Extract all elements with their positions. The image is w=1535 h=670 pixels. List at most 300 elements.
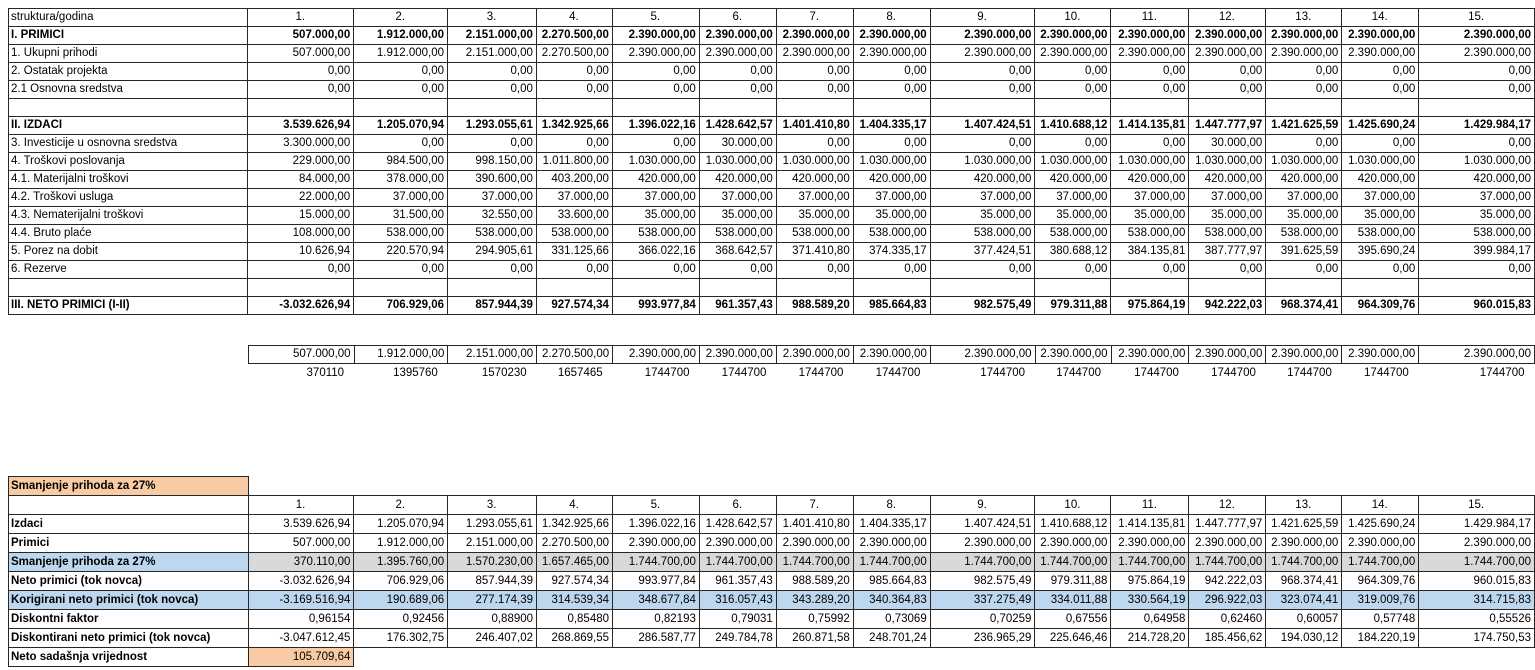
cell[interactable]: 229.000,00	[248, 153, 354, 171]
cell[interactable]: 420.000,00	[1111, 171, 1189, 189]
cell[interactable]: 538.000,00	[930, 225, 1035, 243]
cell[interactable]: 0,00	[699, 261, 776, 279]
row-label-cell[interactable]: 4.3. Nematerijalni troškovi	[9, 207, 248, 225]
cell[interactable]: 2.390.000,00	[1111, 27, 1189, 45]
cell[interactable]: 961.357,43	[699, 297, 776, 315]
cell[interactable]: 10.626,94	[248, 243, 354, 261]
row-label-cell[interactable]: 5. Porez na dobit	[9, 243, 248, 261]
cell[interactable]: 2.270.500,00	[537, 346, 613, 364]
cell[interactable]: 975.864,19	[1111, 297, 1189, 315]
cell[interactable]: 1.395.760,00	[354, 553, 448, 572]
cell[interactable]: 174.750,53	[1419, 629, 1535, 648]
cell[interactable]: 420.000,00	[930, 171, 1035, 189]
row-label-cell[interactable]	[9, 279, 248, 297]
cell[interactable]: 1.744.700,00	[613, 553, 700, 572]
cell[interactable]: 1.205.070,94	[354, 515, 448, 534]
cell[interactable]: 2.390.000,00	[1035, 45, 1111, 63]
row-label-cell[interactable]: 3. Investicije u osnovna sredstva	[9, 135, 248, 153]
cell[interactable]: 380.688,12	[1035, 243, 1111, 261]
cell[interactable]: 2.390.000,00	[1189, 346, 1266, 364]
cell[interactable]: 1.342.925,66	[537, 515, 613, 534]
cell[interactable]	[1419, 99, 1535, 117]
cell[interactable]: 184.220,19	[1342, 629, 1419, 648]
cell[interactable]: 538.000,00	[776, 225, 853, 243]
cell[interactable]: 982.575,49	[930, 297, 1035, 315]
cell[interactable]: 1.657.465,00	[537, 553, 613, 572]
cell[interactable]: 0,00	[248, 63, 354, 81]
cell[interactable]: 37.000,00	[1419, 189, 1535, 207]
cell[interactable]: 0,00	[853, 261, 930, 279]
cell[interactable]: 538.000,00	[354, 225, 448, 243]
cell[interactable]: 961.357,43	[699, 572, 776, 591]
cell[interactable]: 1.744.700,00	[930, 553, 1035, 572]
cell[interactable]: 1.342.925,66	[536, 117, 612, 135]
cell[interactable]: 0,00	[1266, 135, 1342, 153]
row-label-cell[interactable]: Neto sadašnja vrijednost	[9, 648, 249, 667]
cell[interactable]: 3.539.626,94	[248, 117, 354, 135]
cell[interactable]: 2.390.000,00	[1419, 534, 1535, 553]
cell[interactable]: 0,00	[1111, 261, 1189, 279]
cell[interactable]: 314.715,83	[1419, 591, 1535, 610]
cell[interactable]	[776, 279, 853, 297]
cell[interactable]: 334.011,88	[1035, 591, 1111, 610]
cell[interactable]: -3.032.626,94	[248, 572, 354, 591]
cell[interactable]: 2.390.000,00	[1111, 45, 1189, 63]
cell[interactable]: 706.929,06	[354, 572, 448, 591]
cell[interactable]: 214.728,20	[1111, 629, 1189, 648]
cell[interactable]: 2.390.000,00	[776, 346, 853, 364]
row-label-cell[interactable]: Primici	[9, 534, 249, 553]
cell[interactable]: 370.110,00	[248, 553, 354, 572]
cell[interactable]: 2.390.000,00	[700, 346, 777, 364]
cell[interactable]: 384.135,81	[1111, 243, 1189, 261]
cell[interactable]	[612, 279, 699, 297]
cell[interactable]: 35.000,00	[930, 207, 1035, 225]
cell[interactable]: 2.390.000,00	[930, 346, 1035, 364]
cell[interactable]: 390.600,00	[448, 171, 537, 189]
cell[interactable]: 1.401.410,80	[776, 515, 853, 534]
cell[interactable]: 1.912.000,00	[354, 534, 448, 553]
cell[interactable]	[930, 279, 1035, 297]
cell[interactable]	[1189, 99, 1266, 117]
cell[interactable]: 1.030.000,00	[1342, 153, 1419, 171]
row-label-cell[interactable]: 2.1 Osnovna sredstva	[9, 81, 248, 99]
year-header-cell[interactable]: 11.	[1111, 496, 1189, 515]
cell[interactable]: 1.428.642,57	[699, 117, 776, 135]
cell[interactable]: 2.390.000,00	[853, 45, 930, 63]
cell[interactable]	[248, 99, 354, 117]
year-header-cell[interactable]: 6.	[699, 9, 776, 27]
year-header-cell[interactable]: 4.	[536, 9, 612, 27]
cell[interactable]	[1342, 279, 1419, 297]
cell[interactable]: 108.000,00	[248, 225, 354, 243]
cell[interactable]	[1035, 99, 1111, 117]
cell[interactable]: 2.390.000,00	[853, 27, 930, 45]
cell[interactable]	[448, 279, 537, 297]
cell[interactable]: 993.977,84	[612, 297, 699, 315]
cell[interactable]: 0,00	[536, 135, 612, 153]
cell[interactable]: 1.744.700,00	[1111, 553, 1189, 572]
cell[interactable]: 1.205.070,94	[354, 117, 448, 135]
cell[interactable]: 3.539.626,94	[248, 515, 354, 534]
cell[interactable]	[1266, 279, 1342, 297]
cell[interactable]: 0,00	[1342, 81, 1419, 99]
year-header-cell[interactable]: 15.	[1419, 9, 1535, 27]
year-header-cell[interactable]: 9.	[930, 9, 1035, 27]
cell[interactable]: 2.390.000,00	[1342, 27, 1419, 45]
cell[interactable]: 190.689,06	[354, 591, 448, 610]
cell[interactable]: 403.200,00	[536, 171, 612, 189]
cell[interactable]: 30.000,00	[1189, 135, 1266, 153]
cell[interactable]: 2.390.000,00	[699, 45, 776, 63]
cell[interactable]: 1.421.625,59	[1266, 117, 1342, 135]
cell[interactable]: 0,00	[612, 81, 699, 99]
cell[interactable]: 0,00	[536, 81, 612, 99]
cell[interactable]: 0,82193	[613, 610, 700, 629]
cell[interactable]	[1035, 279, 1111, 297]
cell[interactable]: 507.000,00	[248, 45, 354, 63]
cell[interactable]: 35.000,00	[853, 207, 930, 225]
cell[interactable]	[1111, 99, 1189, 117]
cell[interactable]: 37.000,00	[1035, 189, 1111, 207]
cell[interactable]: 538.000,00	[1342, 225, 1419, 243]
cell[interactable]: 1744700	[875, 367, 921, 379]
cell[interactable]	[930, 99, 1035, 117]
cell[interactable]: 15.000,00	[248, 207, 354, 225]
cell[interactable]: 268.869,55	[537, 629, 613, 648]
cell[interactable]: 0,00	[930, 135, 1035, 153]
cell[interactable]: 0,88900	[448, 610, 537, 629]
cell[interactable]: 998.150,00	[448, 153, 537, 171]
cell[interactable]: 286.587,77	[613, 629, 700, 648]
cell[interactable]: 35.000,00	[1266, 207, 1342, 225]
cell[interactable]: 538.000,00	[1035, 225, 1111, 243]
cell[interactable]: 2.390.000,00	[1266, 346, 1342, 364]
cell[interactable]: 2.390.000,00	[613, 346, 700, 364]
cell[interactable]: 420.000,00	[776, 171, 853, 189]
cell[interactable]: 37.000,00	[1266, 189, 1342, 207]
cell[interactable]: 0,00	[354, 63, 448, 81]
cell[interactable]: 0,00	[1111, 135, 1189, 153]
cell[interactable]: 0,00	[354, 81, 448, 99]
cell[interactable]: 0,00	[776, 63, 853, 81]
cell[interactable]: 968.374,41	[1266, 297, 1342, 315]
cell[interactable]: 0,00	[1189, 63, 1266, 81]
year-header-cell[interactable]: 13.	[1266, 496, 1342, 515]
cell[interactable]: 0,79031	[699, 610, 776, 629]
cell[interactable]	[699, 99, 776, 117]
cell[interactable]: 1.404.335,17	[853, 117, 930, 135]
cell[interactable]	[1189, 279, 1266, 297]
cell[interactable]: -3.169.516,94	[248, 591, 354, 610]
cell[interactable]: 1744700	[1287, 367, 1332, 379]
cell[interactable]: 2.390.000,00	[930, 534, 1035, 553]
year-header-cell[interactable]: 13.	[1266, 9, 1342, 27]
cell[interactable]: 1.912.000,00	[354, 45, 448, 63]
cell[interactable]: 1.030.000,00	[1266, 153, 1342, 171]
cell[interactable]: 2.270.500,00	[537, 534, 613, 553]
cell[interactable]: 1.744.700,00	[1342, 553, 1419, 572]
cell[interactable]	[536, 279, 612, 297]
cell[interactable]: 927.574,34	[536, 297, 612, 315]
cell[interactable]: 0,00	[1342, 63, 1419, 81]
cell[interactable]: 370110	[306, 367, 345, 379]
cell[interactable]: 246.407,02	[448, 629, 537, 648]
year-header-cell[interactable]: 15.	[1419, 496, 1535, 515]
cell[interactable]: 984.500,00	[354, 153, 448, 171]
cell[interactable]: 2.390.000,00	[699, 27, 776, 45]
cell[interactable]: 507.000,00	[249, 346, 355, 364]
cell[interactable]: 296.922,03	[1189, 591, 1266, 610]
cell[interactable]	[776, 99, 853, 117]
cell[interactable]: 0,00	[1342, 261, 1419, 279]
cell[interactable]: 35.000,00	[1111, 207, 1189, 225]
cell[interactable]: 2.151.000,00	[448, 27, 537, 45]
cell[interactable]: 225.646,46	[1035, 629, 1111, 648]
cell[interactable]: 1.912.000,00	[354, 346, 448, 364]
row-label-cell[interactable]: Neto primici (tok novca)	[9, 572, 249, 591]
cell[interactable]: 975.864,19	[1111, 572, 1189, 591]
cell[interactable]: 0,00	[1266, 261, 1342, 279]
year-header-cell[interactable]: 5.	[612, 9, 699, 27]
cell[interactable]: 0,00	[536, 63, 612, 81]
cell[interactable]: 0,00	[1266, 81, 1342, 99]
cell[interactable]: 2.390.000,00	[1419, 45, 1535, 63]
cell[interactable]: 37.000,00	[612, 189, 699, 207]
cell[interactable]: 0,00	[612, 63, 699, 81]
cell[interactable]: 2.390.000,00	[776, 45, 853, 63]
cell[interactable]: 538.000,00	[1189, 225, 1266, 243]
cell[interactable]: 0,73069	[853, 610, 930, 629]
cell[interactable]: 194.030,12	[1266, 629, 1342, 648]
cell[interactable]: 2.390.000,00	[1189, 45, 1266, 63]
cell[interactable]: 420.000,00	[699, 171, 776, 189]
cell[interactable]: 1395760	[393, 367, 438, 379]
cell[interactable]: 330.564,19	[1111, 591, 1189, 610]
cell[interactable]: 0,00	[1035, 261, 1111, 279]
cell[interactable]: 538.000,00	[699, 225, 776, 243]
cell[interactable]: 32.550,00	[448, 207, 537, 225]
cell[interactable]: 0,00	[536, 261, 612, 279]
year-header-cell[interactable]: 1.	[248, 9, 354, 27]
cell[interactable]: 374.335,17	[853, 243, 930, 261]
cell[interactable]: 1.425.690,24	[1342, 117, 1419, 135]
cell[interactable]: 1.404.335,17	[853, 515, 930, 534]
row-label-cell[interactable]: Smanjenje prihoda za 27%	[9, 553, 249, 572]
cell[interactable]: 343.289,20	[776, 591, 853, 610]
cell[interactable]: 84.000,00	[248, 171, 354, 189]
cell[interactable]	[1419, 279, 1535, 297]
cell[interactable]: 1.030.000,00	[776, 153, 853, 171]
row-label-cell[interactable]: II. IZDACI	[9, 117, 248, 135]
cell[interactable]: 1.744.700,00	[1419, 553, 1535, 572]
cell[interactable]: 348.677,84	[613, 591, 700, 610]
cell[interactable]: 377.424,51	[930, 243, 1035, 261]
cell[interactable]: 0,00	[1035, 63, 1111, 81]
year-header-cell[interactable]: 10.	[1035, 496, 1111, 515]
cell[interactable]: 1.030.000,00	[1189, 153, 1266, 171]
cell[interactable]: 420.000,00	[612, 171, 699, 189]
year-header-cell[interactable]: 8.	[853, 9, 930, 27]
cell[interactable]: 37.000,00	[1342, 189, 1419, 207]
cell[interactable]: 2.151.000,00	[448, 45, 537, 63]
cell[interactable]: 2.390.000,00	[1342, 45, 1419, 63]
cell[interactable]: 185.456,62	[1189, 629, 1266, 648]
cell[interactable]: 988.589,20	[776, 572, 853, 591]
cell[interactable]: 0,00	[1111, 63, 1189, 81]
cell[interactable]: 260.871,58	[776, 629, 853, 648]
cell[interactable]: 420.000,00	[853, 171, 930, 189]
row-label-cell[interactable]: Korigirani neto primici (tok novca)	[9, 591, 249, 610]
year-header-cell[interactable]: 9.	[930, 496, 1035, 515]
cell[interactable]: -3.032.626,94	[248, 297, 354, 315]
cell[interactable]: 1.030.000,00	[612, 153, 699, 171]
cell[interactable]: 942.222,03	[1189, 297, 1266, 315]
cell[interactable]: 2.390.000,00	[776, 534, 853, 553]
cell[interactable]: 1744700	[980, 367, 1026, 379]
cell[interactable]: 2.390.000,00	[1111, 534, 1189, 553]
row-label-cell[interactable]: Diskontni faktor	[9, 610, 249, 629]
cell[interactable]	[853, 99, 930, 117]
cell[interactable]: 1.429.984,17	[1419, 515, 1535, 534]
cell[interactable]: 0,00	[448, 135, 537, 153]
cell[interactable]: 538.000,00	[1266, 225, 1342, 243]
cell[interactable]: 1.744.700,00	[1189, 553, 1266, 572]
cell[interactable]: 964.309,76	[1342, 572, 1419, 591]
cell[interactable]: 988.589,20	[776, 297, 853, 315]
cell[interactable]: 1.570.230,00	[448, 553, 537, 572]
cell[interactable]: 1744700	[1364, 367, 1409, 379]
cell[interactable]: 1.421.625,59	[1266, 515, 1342, 534]
cell[interactable]: 31.500,00	[354, 207, 448, 225]
cell[interactable]: 236.965,29	[930, 629, 1035, 648]
cell[interactable]: 1.428.642,57	[699, 515, 776, 534]
cell[interactable]: 0,00	[853, 81, 930, 99]
cell[interactable]: 0,00	[699, 81, 776, 99]
year-header-cell[interactable]: 6.	[699, 496, 776, 515]
cell[interactable]: 366.022,16	[612, 243, 699, 261]
year-header-cell[interactable]: 7.	[776, 496, 853, 515]
cell[interactable]	[853, 279, 930, 297]
row-label-cell[interactable]: 4.4. Bruto plaće	[9, 225, 248, 243]
cell[interactable]: 960.015,83	[1419, 297, 1535, 315]
cell[interactable]: 1.030.000,00	[699, 153, 776, 171]
cell[interactable]: 1.396.022,16	[613, 515, 700, 534]
cell[interactable]: 1.401.410,80	[776, 117, 853, 135]
cell[interactable]: 0,00	[448, 63, 537, 81]
cell[interactable]: 1.744.700,00	[853, 553, 930, 572]
cell[interactable]: 1570230	[481, 367, 527, 379]
cell[interactable]: 1.414.135,81	[1111, 117, 1189, 135]
year-header-cell[interactable]: 7.	[776, 9, 853, 27]
cell[interactable]: 33.600,00	[536, 207, 612, 225]
cell[interactable]: 37.000,00	[1189, 189, 1266, 207]
cell[interactable]: 391.625,59	[1266, 243, 1342, 261]
row-label-cell[interactable]: I. PRIMICI	[9, 27, 248, 45]
cell[interactable]: 2.390.000,00	[612, 45, 699, 63]
cell[interactable]: 0,00	[448, 261, 537, 279]
cell[interactable]: 0,00	[612, 135, 699, 153]
cell[interactable]: 420.000,00	[1189, 171, 1266, 189]
year-header-cell[interactable]: 12.	[1189, 9, 1266, 27]
cell[interactable]: 37.000,00	[536, 189, 612, 207]
cell[interactable]: 1744700	[721, 367, 767, 379]
cell[interactable]	[448, 99, 537, 117]
cell[interactable]: 985.664,83	[853, 572, 930, 591]
cell[interactable]: 0,00	[354, 135, 448, 153]
row-label-cell[interactable]: Diskontirani neto primici (tok novca)	[9, 629, 249, 648]
table-title-cell[interactable]: Smanjenje prihoda za 27%	[9, 477, 249, 496]
cell[interactable]: 220.570,94	[354, 243, 448, 261]
cell[interactable]: 0,00	[776, 81, 853, 99]
cell[interactable]: 0,00	[930, 261, 1035, 279]
cell[interactable]	[248, 279, 354, 297]
cell[interactable]: 1.410.688,12	[1035, 117, 1111, 135]
cell[interactable]: 0,00	[1035, 135, 1111, 153]
cell[interactable]: 399.984,17	[1419, 243, 1535, 261]
cell[interactable]: 1.744.700,00	[1266, 553, 1342, 572]
cell[interactable]: 1.407.424,51	[930, 515, 1035, 534]
cell[interactable]: 1657465	[557, 367, 603, 379]
cell[interactable]: 0,00	[853, 63, 930, 81]
cell[interactable]: 0,00	[248, 261, 354, 279]
cell[interactable]: 249.784,78	[699, 629, 776, 648]
cell[interactable]: 37.000,00	[776, 189, 853, 207]
cell[interactable]: 2.390.000,00	[699, 534, 776, 553]
cell[interactable]: 1744700	[1134, 367, 1179, 379]
cell[interactable]: 0,57748	[1342, 610, 1419, 629]
cell[interactable]: 2.390.000,00	[1035, 534, 1111, 553]
cell[interactable]: 395.690,24	[1342, 243, 1419, 261]
cell[interactable]: 0,60057	[1266, 610, 1342, 629]
year-header-cell[interactable]: 4.	[537, 496, 613, 515]
cell[interactable]: 0,00	[448, 81, 537, 99]
year-header-cell[interactable]: 12.	[1189, 496, 1266, 515]
cell[interactable]: 378.000,00	[354, 171, 448, 189]
cell[interactable]: 2.390.000,00	[1111, 346, 1189, 364]
cell[interactable]: 1.912.000,00	[354, 27, 448, 45]
cell[interactable]: 37.000,00	[699, 189, 776, 207]
cell[interactable]: 0,00	[1419, 135, 1535, 153]
cell[interactable]: 3.300.000,00	[248, 135, 354, 153]
cell[interactable]: 1.030.000,00	[930, 153, 1035, 171]
cell[interactable]: 37.000,00	[448, 189, 537, 207]
cell[interactable]: 420.000,00	[1419, 171, 1535, 189]
cell[interactable]: 1.030.000,00	[1419, 153, 1535, 171]
cell[interactable]: 1.030.000,00	[1035, 153, 1111, 171]
cell[interactable]	[1111, 279, 1189, 297]
cell[interactable]: 420.000,00	[1342, 171, 1419, 189]
year-header-cell[interactable]: 2.	[354, 496, 448, 515]
cell[interactable]: 706.929,06	[354, 297, 448, 315]
cell[interactable]: 960.015,83	[1419, 572, 1535, 591]
cell[interactable]: 0,55526	[1419, 610, 1535, 629]
cell[interactable]: 0,92456	[354, 610, 448, 629]
cell[interactable]: 2.390.000,00	[613, 534, 700, 553]
cell[interactable]: 319.009,76	[1342, 591, 1419, 610]
year-header-cell[interactable]: 3.	[448, 496, 537, 515]
cell[interactable]: 2.151.000,00	[448, 534, 537, 553]
cell[interactable]: 0,00	[930, 81, 1035, 99]
cell[interactable]: 1.744.700,00	[776, 553, 853, 572]
cell[interactable]: 0,85480	[537, 610, 613, 629]
cell[interactable]: 1.293.055,61	[448, 515, 537, 534]
cell[interactable]: 35.000,00	[1035, 207, 1111, 225]
cell[interactable]: 2.390.000,00	[1342, 534, 1419, 553]
year-header-cell[interactable]: 2.	[354, 9, 448, 27]
row-label-cell[interactable]: III. NETO PRIMICI (I-II)	[9, 297, 248, 315]
cell[interactable]: 538.000,00	[1111, 225, 1189, 243]
